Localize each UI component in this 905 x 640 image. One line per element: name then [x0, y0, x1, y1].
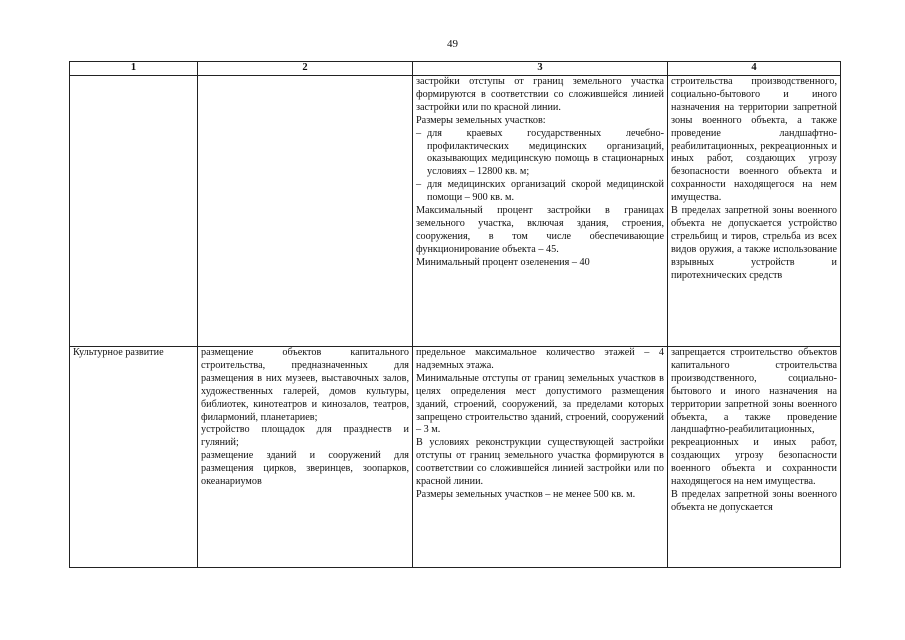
parameters-text: Размеры земельных участков:	[416, 114, 546, 126]
permitted-use-text: размещение зданий и сооружений для размещения цирков, зверинцев, зоопарков, океанариумов	[201, 450, 409, 488]
use-type-cell	[70, 76, 198, 347]
parameters-text: Размеры земельных участков – не менее 500 кв. м.	[416, 488, 636, 500]
restrictions-cell	[668, 76, 841, 347]
parameters-text: предельное максимальное количество этажей – 4 надземных этажа.	[416, 347, 664, 371]
restrictions-text: В пределах запретной зоны военного объекта не допускается	[671, 488, 837, 513]
permitted-use-text: устройство площадок для празднеств и гуляний;	[201, 424, 409, 449]
zoning-table	[69, 61, 841, 568]
use-type-text: Культурное развитие	[73, 347, 164, 358]
column-header-1: 1	[70, 62, 198, 76]
table-header-row	[70, 62, 841, 76]
parameters-cell	[413, 76, 668, 347]
table-row	[70, 347, 841, 568]
parameters-text: В условиях реконструкции существующей застройки отступы от границ земельного участка формируются в соответствии со сложившейся линией застройки или по красной линии.	[416, 437, 664, 488]
restrictions-text: запрещается строительство объектов капитального строительства производственного, социально-бытового и иного назначения на территории запретной зоны военного объекта, а также проведение ландшафтно-реабилитационных, рекреационных и иных работ, создающих угрозу безопасности военного объекта и сохранности находящегося на нем имущества.	[671, 347, 837, 488]
permitted-use-cell	[198, 76, 413, 347]
parameters-text: застройки отступы от границ земельного участка формируются в соответствии со сложившейся линией застройки или по красной линии.	[416, 76, 664, 113]
column-header-3: 3	[413, 62, 668, 76]
parameters-text: Минимальный процент озеленения – 40	[416, 256, 590, 268]
table-row	[70, 76, 841, 347]
page-number: 49	[447, 38, 458, 50]
restrictions-text: строительства производственного, социально-бытового и иного назначения на территории запретной зоны военного объекта, а также проведение ландшафтно-реабилитационных, рекреационных и иных работ, создающих угрозу безопасности военного объекта и сохранности находящегося на нем имущества.	[671, 76, 837, 204]
list-item: – для медицинских организаций скорой медицинской помощи – 900 кв. м.	[416, 179, 664, 205]
use-type-cell	[70, 347, 198, 568]
column-header-2: 2	[198, 62, 413, 76]
parameters-text: Минимальные отступы от границ земельных участков в целях определения мест допустимого размещения зданий, строений, сооружений, за пределами которых запрещено строительство зданий, строений, сооружений – 3 м.	[416, 372, 664, 436]
permitted-use-text: размещение объектов капитального строительства, предназначенных для размещения в них музеев, выставочных залов, художественных галерей, домов культуры, библиотек, кинотеатров и кинозалов, театров, филармоний, планетариев;	[201, 347, 409, 423]
parameters-text: Максимальный процент застройки в границах земельного участка, включая здания, строения, сооружения, в том числе обеспечивающие функционирование объекта – 45.	[416, 205, 664, 255]
column-header-4: 4	[668, 62, 841, 76]
permitted-use-cell	[198, 347, 413, 568]
restrictions-cell	[668, 347, 841, 568]
restrictions-text: В пределах запретной зоны военного объекта не допускается устройство стрельбищ и тиров, стрельба из всех видов оружия, а также использование взрывных устройств и пиротехнических средств	[671, 205, 837, 281]
list-item: – для краевых государственных лечебно-профилактических медицинских организаций, оказывающих медицинскую помощь в стационарных условиях – 12800 кв. м;	[416, 128, 664, 180]
parameters-list	[416, 128, 664, 205]
parameters-cell	[413, 347, 668, 568]
